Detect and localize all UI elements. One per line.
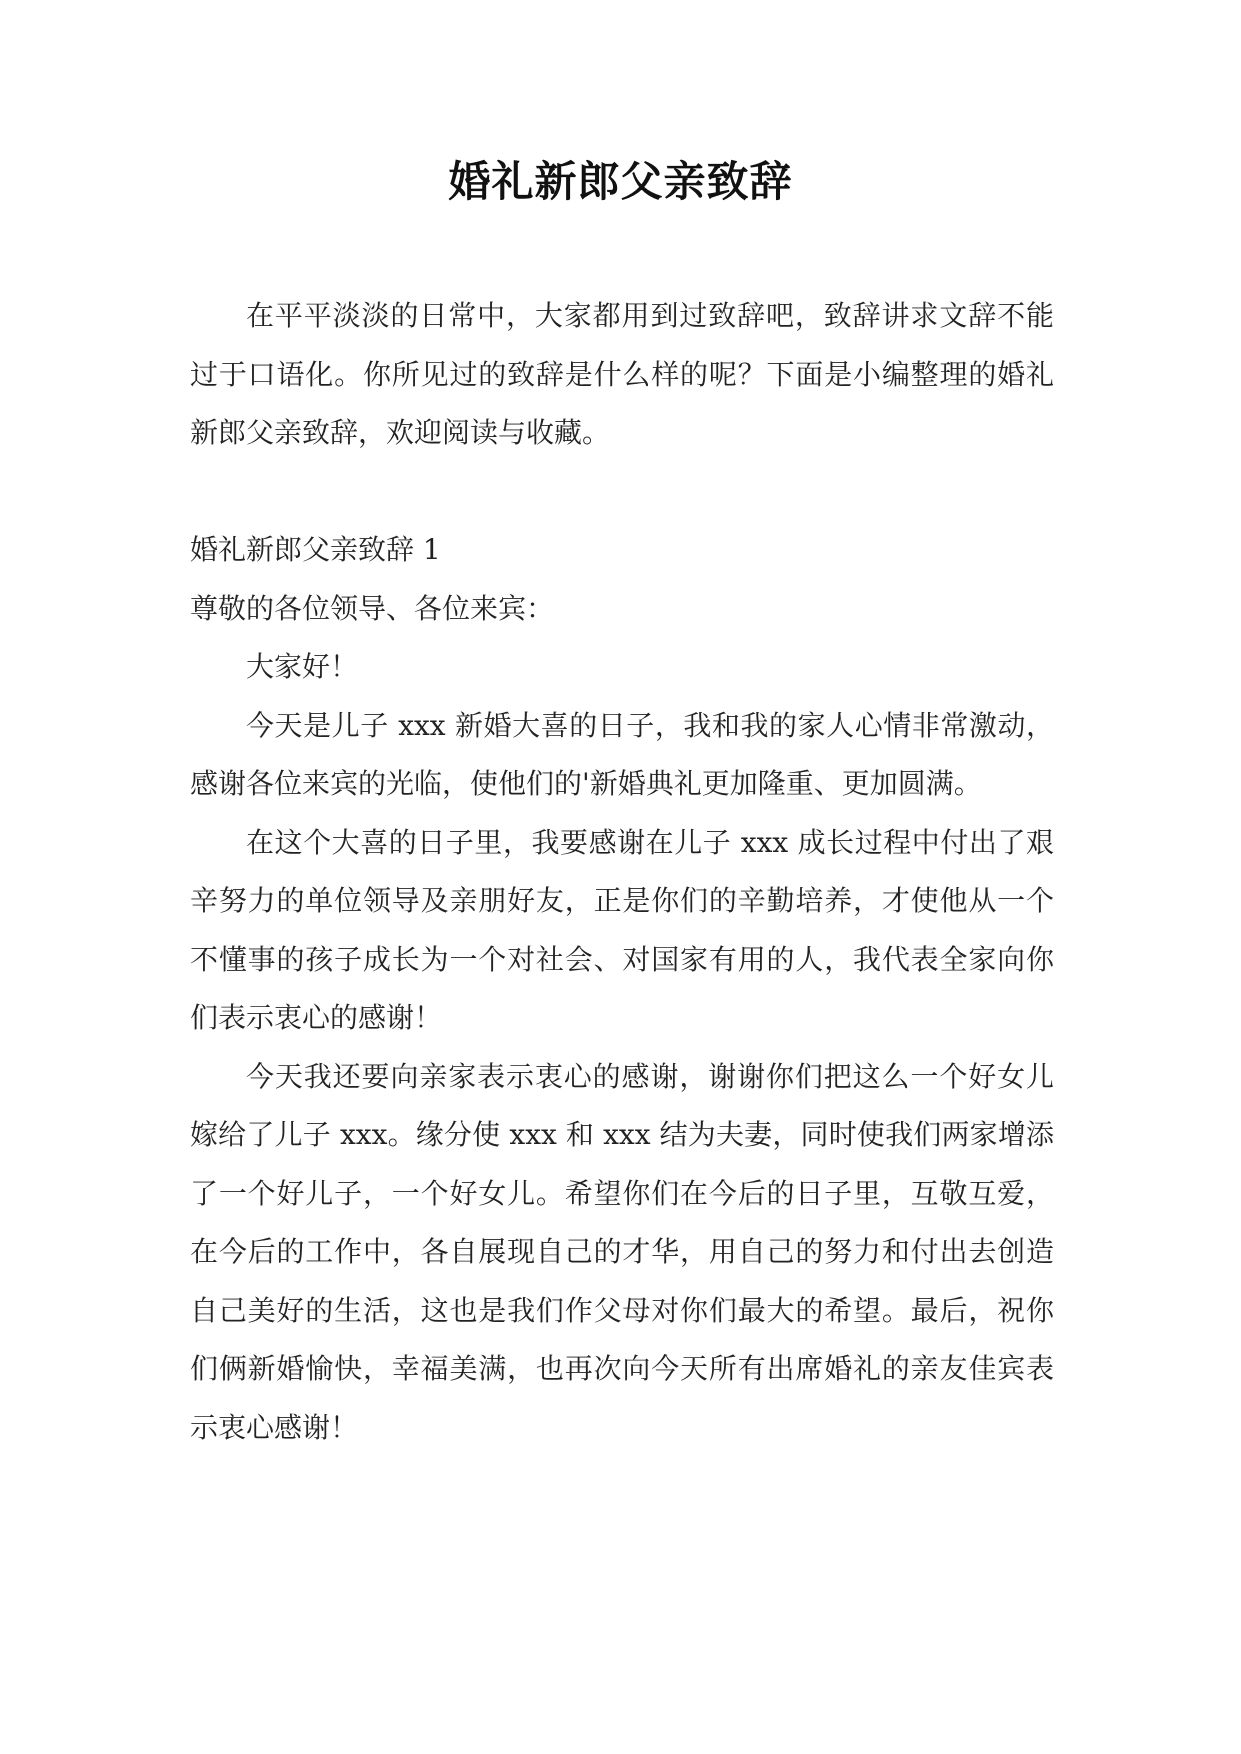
greeting: 大家好！ [246, 650, 359, 683]
salutation: 尊敬的各位领导、各位来宾： [190, 591, 555, 625]
section-heading: 婚礼新郎父亲致辞 1 [190, 533, 441, 566]
speech-paragraph: 今天是儿子 xxx 新婚大喜的日子，我和我的家人心情非常激动，感谢各位来宾的光临，使他们的'新婚典礼更加隆重、更加圆满。 [190, 708, 1054, 800]
intro-block [190, 287, 1054, 463]
speech-paragraph: 今天我还要向亲家表示衷心的感谢，谢谢你们把这么一个好女儿嫁给了儿子 xxx。缘分使 xxx 和 xxx 结为夫妻，同时使我们两家增添了一个好儿子，一个好女儿。希望你们在今后的日子里，互敬互爱，在今后的工作中，各自展现自己的才华，用自己的努力和付出去创造自己美好的生活，这也是我们作父母对你们最大的希望。最后，祝你们俩新婚愉快，幸福美满，也再次向今天所有出席婚礼的亲友佳宾表示衷心感谢！ [190, 1059, 1054, 1444]
intro-paragraph: 在平平淡淡的日常中，大家都用到过致辞吧，致辞讲求文辞不能过于口语化。你所见过的致辞是什么样的呢？下面是小编整理的婚礼新郎父亲致辞，欢迎阅读与收藏。 [190, 299, 1054, 449]
speech-section [190, 521, 1054, 1457]
speech-paragraph: 在这个大喜的日子里，我要感谢在儿子 xxx 成长过程中付出了艰辛努力的单位领导及亲朋好友，正是你们的辛勤培养，才使他从一个不懂事的孩子成长为一个对社会、对国家有用的人，我代表全家向你们表示衷心的感谢！ [190, 825, 1054, 1034]
document-title: 婚礼新郎父亲致辞 [448, 157, 793, 206]
